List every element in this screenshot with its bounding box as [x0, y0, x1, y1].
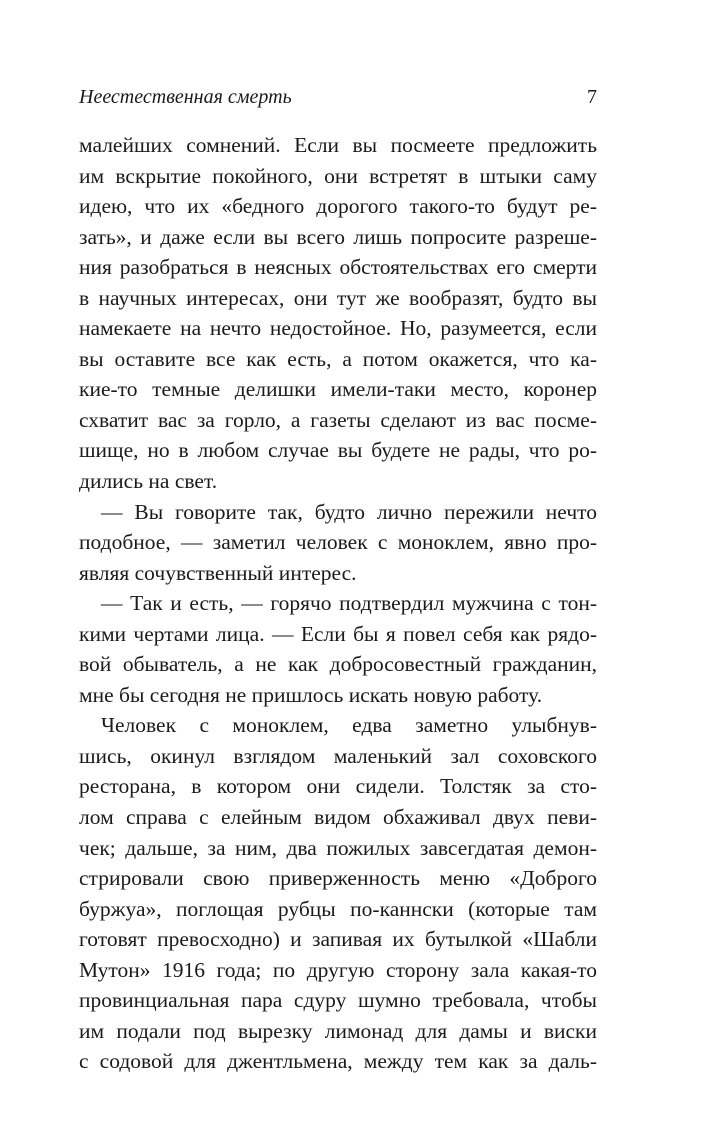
text-line: с содовой для джентльмена, между тем как за даль-: [79, 1049, 597, 1074]
text-line: малейших сомнений. Если вы посмеете предложить: [79, 133, 597, 157]
text-line: вы оставите все как есть, а потом окажется, что ка-: [79, 346, 597, 371]
text-line: шись, окинул взглядом маленький зал соховского: [79, 743, 597, 768]
text-line: буржуа», поглощая рубцы по-каннски (которые там: [79, 896, 597, 921]
text-line: им вскрытие покойного, они встретят в штыки саму: [79, 163, 597, 188]
text-line: идею, что их «бедного дорогого такого-то будут ре-: [79, 194, 597, 219]
text-line: чек; дальше, за ним, два пожилых завсегдатая демон-: [79, 835, 597, 860]
text-line: провинциальная пара сдуру шумно требовала, чтобы: [79, 988, 597, 1013]
body-text: [79, 130, 597, 1077]
text-line: дились на свет.: [79, 469, 218, 494]
text-line: схватит вас за горло, а газеты сделают из вас посме-: [79, 407, 597, 432]
text-line: зать», и даже если вы всего лишь попросите разреше-: [79, 224, 597, 249]
running-header: [79, 84, 597, 110]
running-title: Неестественная смерть: [79, 86, 292, 108]
text-line: кие-то темные делишки имели-таки место, коронер: [79, 377, 597, 402]
text-line: готовят превосходно) и запивая их бутылкой «Шабли: [79, 927, 597, 952]
page-number: 7: [587, 86, 597, 108]
text-line: шище, но в любом случае вы будете не рады, что ро-: [79, 438, 597, 463]
text-line: кими чертами лица. — Если бы я повел себя как рядо-: [79, 621, 597, 646]
text-line: стрировали свою приверженность меню «Доброго: [79, 866, 597, 891]
text-line: им подали под вырезку лимонад для дамы и виски: [79, 1018, 597, 1043]
text-line: лом справа с елейным видом обхаживал двух певи-: [79, 805, 597, 830]
text-line: являя сочувственный интерес.: [79, 560, 357, 585]
text-line: ресторана, в котором они сидели. Толстяк за сто-: [79, 774, 597, 799]
text-line: в научных интересах, они тут же вообразят, будто вы: [79, 285, 597, 310]
text-line: подобное, — заметил человек с моноклем, явно про-: [79, 530, 597, 555]
text-line: — Вы говорите так, будто лично пережили нечто: [101, 499, 597, 524]
text-line: мне бы сегодня не пришлось искать новую работу.: [79, 682, 543, 707]
text-line: ния разобраться в неясных обстоятельствах его смерти: [79, 255, 597, 280]
text-line: Мутон» 1916 года; по другую сторону зала какая-то: [79, 957, 597, 982]
text-line: вой обыватель, а не как добросовестный гражданин,: [79, 652, 597, 677]
text-line: Человек с моноклем, едва заметно улыбнув-: [101, 713, 597, 738]
text-line: намекаете на нечто недостойное. Но, разумеется, если: [79, 316, 597, 341]
text-line: — Так и есть, — горячо подтвердил мужчина с тон-: [101, 591, 597, 616]
